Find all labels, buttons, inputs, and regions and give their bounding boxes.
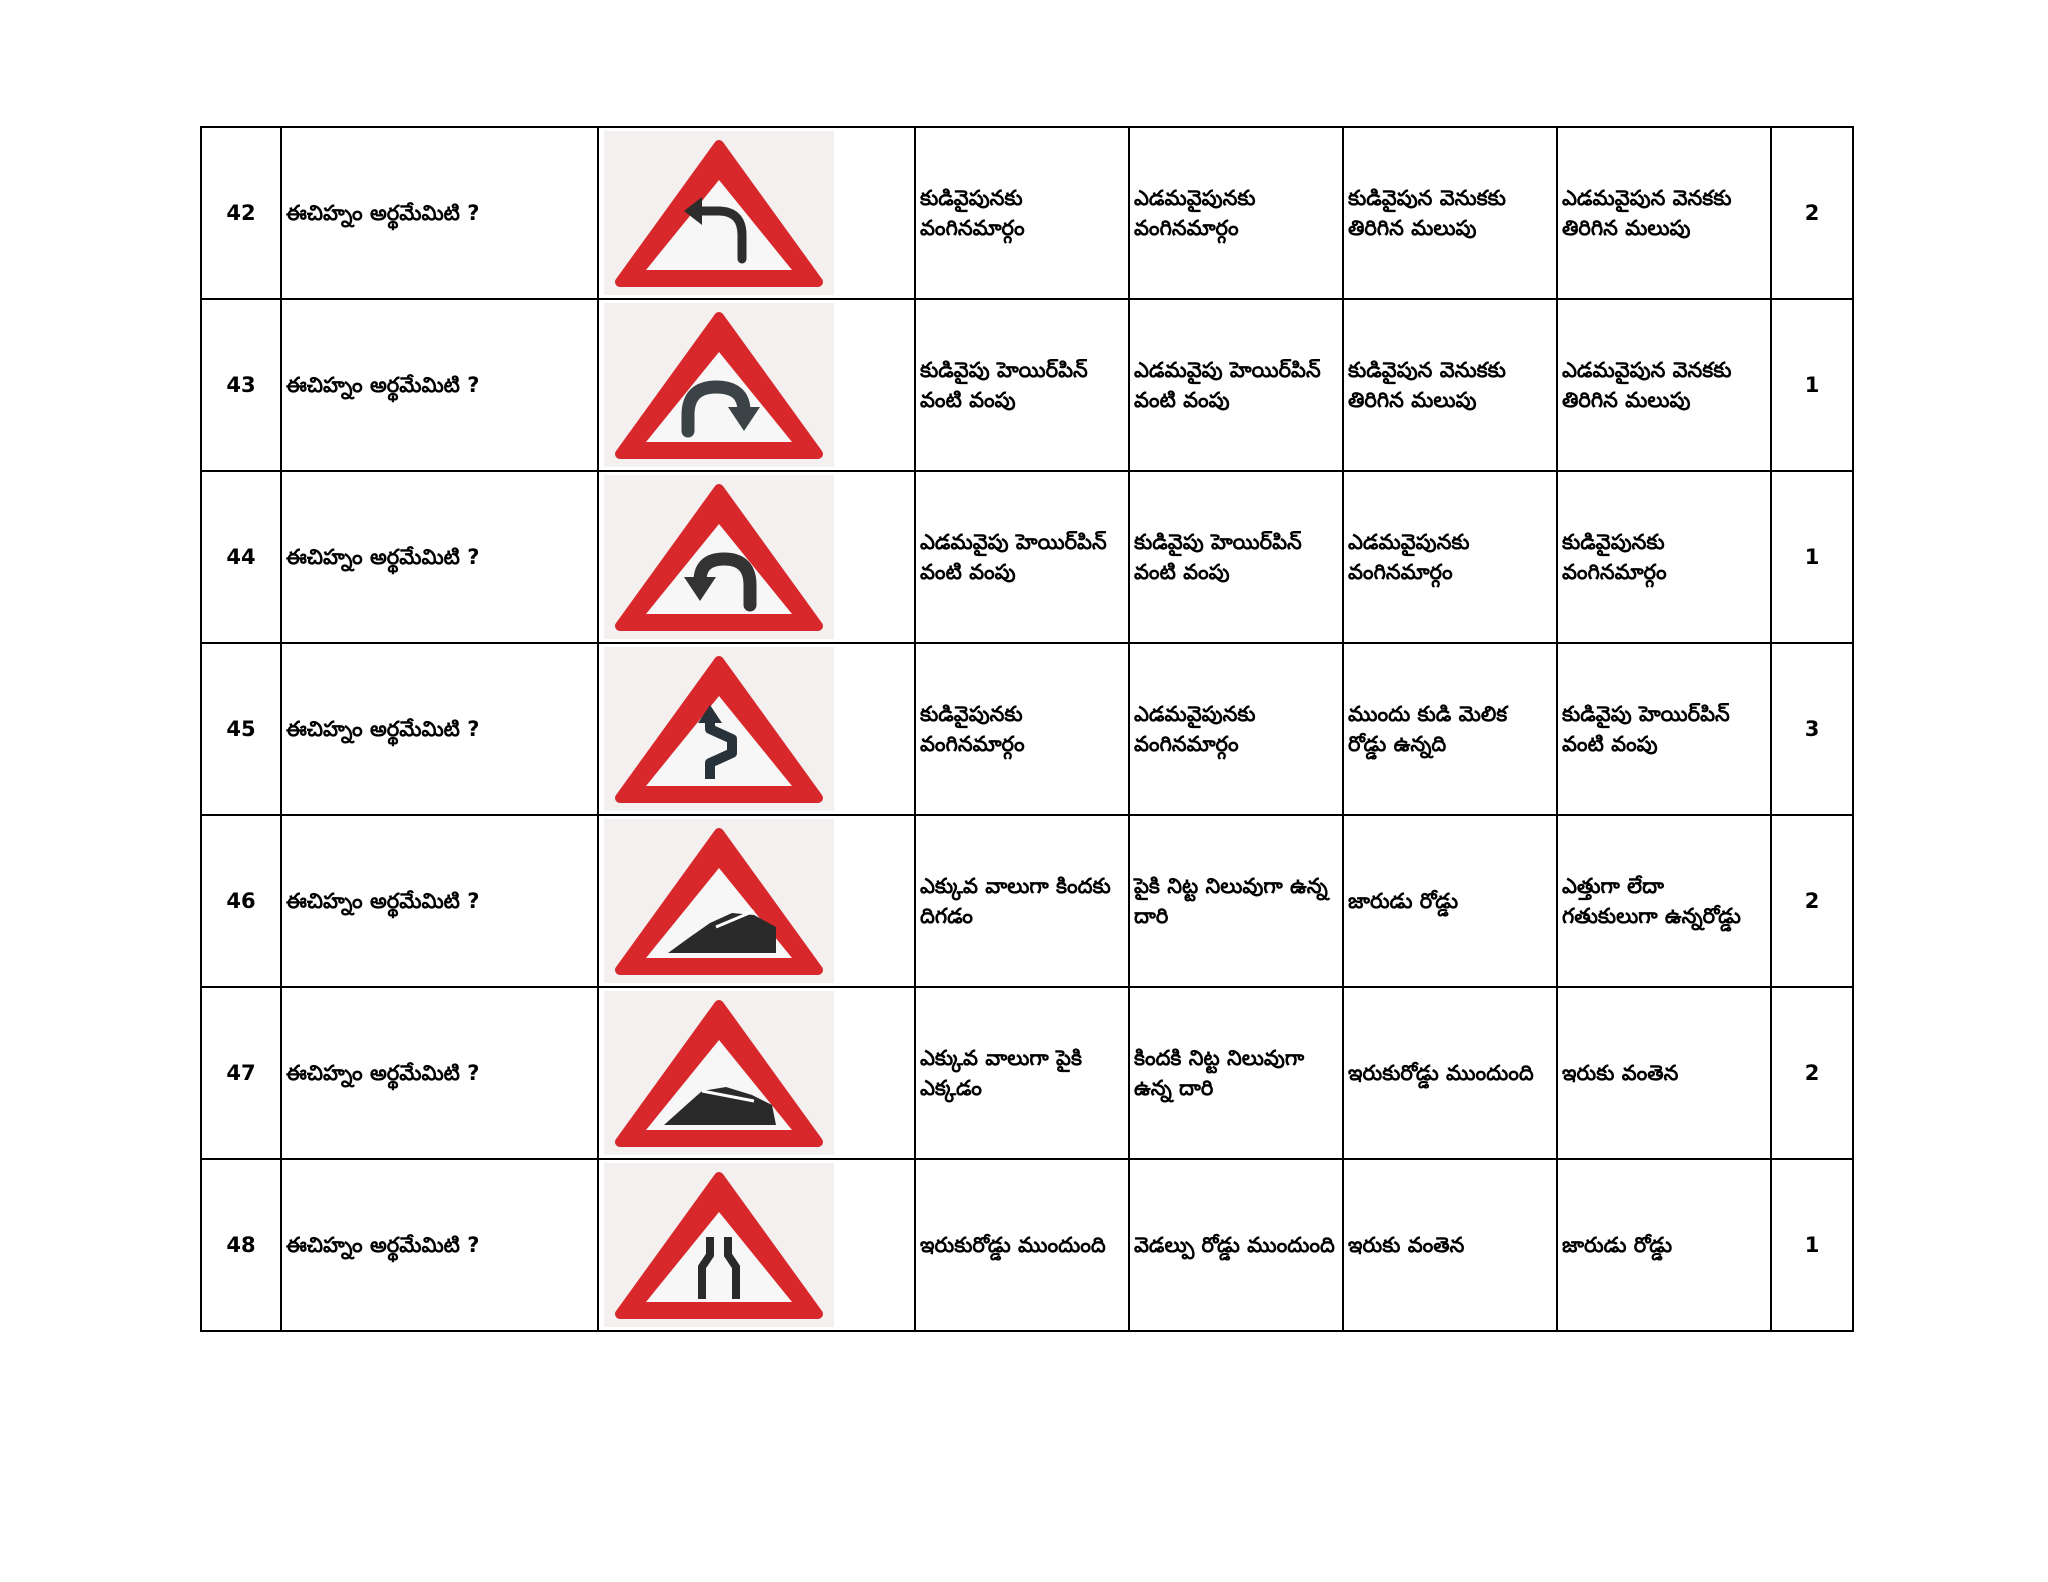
sign-image [604,1163,834,1327]
option-2: పైకి నిట్ట నిలువుగా ఉన్న దారి [1129,815,1343,987]
narrow-road-ahead-sign-icon [604,1163,834,1327]
question-text: ఈచిహ్నం అర్థమేమిటి ? [281,471,598,643]
option-3: ముందు కుడి మెలిక రోడ్డు ఉన్నది [1343,643,1557,815]
sign-image-cell [598,299,915,471]
option-4: ఎత్తుగా లేదా గతుకులుగా ఉన్నరోడ్డు [1557,815,1771,987]
question-number: 44 [201,471,281,643]
table-row [201,815,1853,987]
sign-image-cell [598,471,915,643]
option-1: ఇరుకురోడ్డు ముందుంది [915,1159,1129,1331]
steep-ascent-sign-icon [604,819,834,983]
sign-image [604,647,834,811]
table-row [201,643,1853,815]
right-hairpin-bend-sign-icon [604,303,834,467]
question-text: ఈచిహ్నం అర్థమేమిటి ? [281,1159,598,1331]
option-1: ఎక్కువ వాలుగా కిందకు దిగడం [915,815,1129,987]
option-4: ఎడమవైపున వెనకకు తిరిగిన మలుపు [1557,299,1771,471]
option-1: ఎడమవైపు హెయిర్‌పిన్ వంటి వంపు [915,471,1129,643]
answer-number: 1 [1771,471,1853,643]
option-3: ఇరుకురోడ్డు ముందుంది [1343,987,1557,1159]
question-text: ఈచిహ్నం అర్థమేమిటి ? [281,127,598,299]
road-sign-quiz-table [200,126,1854,1332]
option-2: కిందకి నిట్ట నిలువుగా ఉన్న దారి [1129,987,1343,1159]
answer-number: 1 [1771,299,1853,471]
sign-image-cell [598,987,915,1159]
option-3: కుడివైపున వెనుకకు తిరిగిన మలుపు [1343,127,1557,299]
question-text: ఈచిహ్నం అర్థమేమిటి ? [281,987,598,1159]
sign-image-cell [598,1159,915,1331]
question-number: 47 [201,987,281,1159]
table-row [201,987,1853,1159]
option-1: కుడివైపునకు వంగినమార్గం [915,127,1129,299]
option-4: కుడివైపు హెయిర్‌పిన్ వంటి వంపు [1557,643,1771,815]
answer-number: 2 [1771,127,1853,299]
sign-image [604,819,834,983]
option-4: ఇరుకు వంతెన [1557,987,1771,1159]
option-3: ఎడమవైపునకు వంగినమార్గం [1343,471,1557,643]
question-number: 42 [201,127,281,299]
option-3: ఇరుకు వంతెన [1343,1159,1557,1331]
option-1: ఎక్కువ వాలుగా పైకి ఎక్కడం [915,987,1129,1159]
sign-image [604,131,834,295]
steep-descent-sign-icon [604,991,834,1155]
sign-image-cell [598,643,915,815]
option-2: వెడల్పు రోడ్డు ముందుంది [1129,1159,1343,1331]
option-2: ఎడమవైపునకు వంగినమార్గం [1129,643,1343,815]
option-3: కుడివైపున వెనుకకు తిరిగిన మలుపు [1343,299,1557,471]
answer-number: 2 [1771,987,1853,1159]
option-4: జారుడు రోడ్డు [1557,1159,1771,1331]
option-1: కుడివైపునకు వంగినమార్గం [915,643,1129,815]
option-4: కుడివైపునకు వంగినమార్గం [1557,471,1771,643]
question-text: ఈచిహ్నం అర్థమేమిటి ? [281,299,598,471]
question-number: 43 [201,299,281,471]
question-number: 45 [201,643,281,815]
left-curve-sign-icon [604,131,834,295]
sign-image-cell [598,815,915,987]
sign-image [604,475,834,639]
option-4: ఎడమవైపున వెనకకు తిరిగిన మలుపు [1557,127,1771,299]
question-text: ఈచిహ్నం అర్థమేమిటి ? [281,815,598,987]
question-number: 46 [201,815,281,987]
left-hairpin-bend-sign-icon [604,475,834,639]
table-row [201,299,1853,471]
table-row [201,127,1853,299]
sign-image [604,303,834,467]
sign-image [604,991,834,1155]
option-2: ఎడమవైపు హెయిర్‌పిన్ వంటి వంపు [1129,299,1343,471]
winding-road-sign-icon [604,647,834,811]
sign-image-cell [598,127,915,299]
option-2: ఎడమవైపునకు వంగినమార్గం [1129,127,1343,299]
table-row [201,1159,1853,1331]
answer-number: 2 [1771,815,1853,987]
option-2: కుడివైపు హెయిర్‌పిన్ వంటి వంపు [1129,471,1343,643]
answer-number: 3 [1771,643,1853,815]
table-row [201,471,1853,643]
question-number: 48 [201,1159,281,1331]
option-1: కుడివైపు హెయిర్‌పిన్ వంటి వంపు [915,299,1129,471]
option-3: జారుడు రోడ్డు [1343,815,1557,987]
answer-number: 1 [1771,1159,1853,1331]
question-text: ఈచిహ్నం అర్థమేమిటి ? [281,643,598,815]
